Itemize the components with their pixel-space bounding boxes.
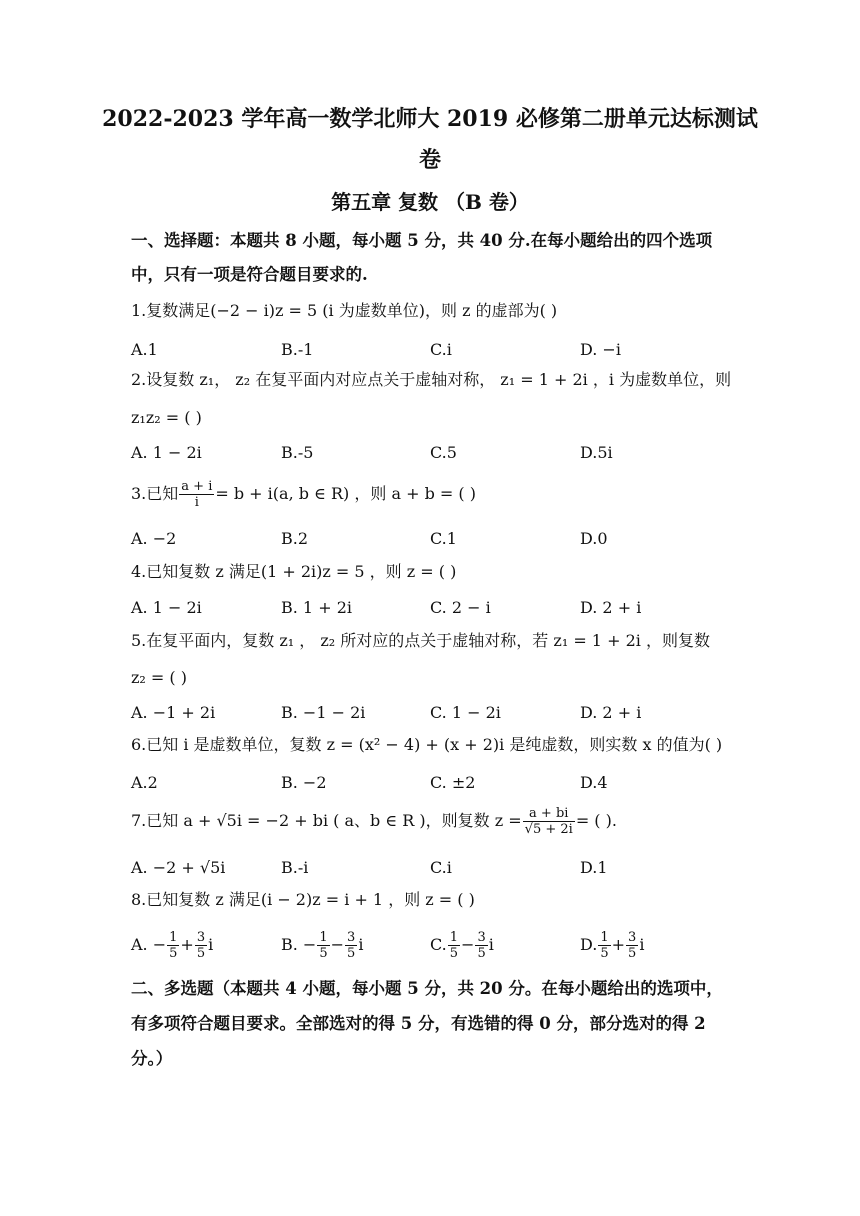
q8-d-frac1-num: 1 bbox=[600, 930, 609, 945]
question-6-stem: 6.已知 i 是虚数单位，复数 z = (x² − 4) + (x + 2)i 是纯虚数，则实数 x 的值为( ) bbox=[131, 735, 723, 754]
q4-option-b: B. 1 + 2i bbox=[281, 598, 352, 617]
q8-d-frac1 bbox=[598, 930, 610, 961]
q7-option-d: D.1 bbox=[580, 858, 608, 877]
doc-title-line1: 2022-2023 学年高一数学北师大 2019 必修第二册单元达标测试 bbox=[102, 106, 758, 132]
chapter-title: 第五章 复数 （B 卷） bbox=[331, 190, 529, 214]
q1-option-b: B.-1 bbox=[281, 340, 314, 359]
doc-title-line2: 卷 bbox=[418, 147, 441, 173]
q4-option-a: A. 1 − 2i bbox=[131, 598, 202, 617]
q6-option-a: A.2 bbox=[131, 773, 158, 792]
q6-option-d: D.4 bbox=[580, 773, 608, 792]
question-6-options bbox=[131, 771, 731, 795]
q8-b-prefix: B. − bbox=[281, 935, 317, 954]
q7-fraction-denominator: √5 + 2i bbox=[524, 822, 573, 837]
question-7-stem bbox=[131, 801, 731, 841]
q8-c-frac2-num: 3 bbox=[477, 930, 486, 945]
q8-b-frac1-den: 5 bbox=[319, 946, 328, 961]
question-8-stem: 8.已知复数 z 满足(i − 2)z = i + 1 ，则 z = ( ) bbox=[131, 890, 475, 909]
q2-option-b: B.-5 bbox=[281, 443, 314, 462]
q3-option-b: B.2 bbox=[281, 529, 309, 548]
q3-fraction bbox=[179, 479, 214, 510]
section1-line2: 中，只有一项是符合题目要求的. bbox=[131, 265, 368, 284]
q8-option-d bbox=[580, 928, 644, 962]
question-3-stem bbox=[131, 474, 731, 514]
q8-a-frac1-den: 5 bbox=[169, 946, 178, 961]
q5-option-a: A. −1 + 2i bbox=[131, 703, 216, 722]
q8-d-unit: i bbox=[639, 935, 645, 954]
section2-line2: 有多项符合题目要求。全部选对的得 5 分，有选错的得 0 分，部分选对的得 2 bbox=[131, 1014, 706, 1033]
q8-c-frac2-den: 5 bbox=[477, 946, 486, 961]
q7-option-a: A. −2 + √5i bbox=[131, 858, 226, 877]
q8-c-frac1-num: 1 bbox=[449, 930, 459, 945]
q8-a-prefix: A. − bbox=[131, 935, 167, 954]
q8-d-operator: + bbox=[611, 935, 626, 954]
q3-suffix: = b + i(a, b ∈ R) ，则 a + b = ( ) bbox=[215, 484, 476, 503]
q2-option-c: C.5 bbox=[430, 443, 457, 462]
q3-option-d: D.0 bbox=[580, 529, 608, 548]
q7-option-c: C.i bbox=[430, 858, 452, 877]
question-2-options bbox=[131, 441, 731, 465]
question-4-options bbox=[131, 596, 731, 620]
q8-c-frac1 bbox=[448, 930, 460, 961]
q8-b-frac1-num: 1 bbox=[319, 930, 328, 945]
question-3-options bbox=[131, 527, 731, 551]
q3-fraction-denominator: i bbox=[194, 495, 199, 510]
question-1-options bbox=[131, 338, 731, 362]
q3-fraction-numerator: a + i bbox=[181, 479, 213, 494]
q8-b-frac2-den: 5 bbox=[347, 946, 356, 961]
question-5-stem-line1: 5.在复平面内，复数 z₁ ， z₂ 所对应的点关于虚轴对称，若 z₁ = 1 + 2i ，则复数 bbox=[131, 631, 710, 650]
q8-c-prefix: C. bbox=[430, 935, 447, 954]
q8-option-c bbox=[430, 928, 494, 962]
q8-c-frac2 bbox=[475, 930, 487, 961]
question-8-options bbox=[131, 928, 731, 962]
q8-a-frac2 bbox=[195, 930, 207, 961]
q8-a-unit: i bbox=[208, 935, 214, 954]
q8-d-frac2-num: 3 bbox=[628, 930, 637, 945]
section1-line1: 一、选择题：本题共 8 小题，每小题 5 分，共 40 分.在每小题给出的四个选项 bbox=[131, 231, 713, 250]
q8-b-frac2-num: 3 bbox=[347, 930, 356, 945]
q7-option-b: B.-i bbox=[281, 858, 309, 877]
q8-d-frac2-den: 5 bbox=[628, 946, 637, 961]
q7-prefix: 7.已知 a + √5i = −2 + bi ( a、b ∈ R )，则复数 z = bbox=[131, 811, 522, 830]
q8-a-operator: + bbox=[180, 935, 194, 954]
q8-a-frac1 bbox=[167, 930, 179, 961]
q8-d-prefix: D. bbox=[580, 935, 598, 954]
q3-prefix: 3.已知 bbox=[131, 484, 179, 503]
q8-a-frac2-num: 3 bbox=[196, 930, 206, 945]
q8-d-frac2 bbox=[626, 930, 638, 961]
q7-fraction-numerator: a + bi bbox=[523, 806, 575, 822]
q6-option-b: B. −2 bbox=[281, 773, 327, 792]
q5-option-d: D. 2 + i bbox=[580, 703, 642, 722]
section2-line3: 分。） bbox=[131, 1049, 173, 1068]
q8-b-frac1 bbox=[317, 930, 329, 961]
q6-option-c: C. ±2 bbox=[430, 773, 476, 792]
q4-option-c: C. 2 − i bbox=[430, 598, 491, 617]
section2-line1: 二、多选题（本题共 4 小题，每小题 5 分，共 20 分。在每小题给出的选项中， bbox=[131, 979, 723, 998]
q7-suffix: = ( ). bbox=[575, 811, 617, 830]
question-1-stem: 1.复数满足(−2 − i)z = 5 (i 为虚数单位)，则 z 的虚部为( ) bbox=[131, 301, 558, 320]
q8-a-frac1-num: 1 bbox=[169, 930, 178, 945]
question-2-stem-line2: z₁z₂ = ( ) bbox=[131, 408, 202, 427]
q5-option-b: B. −1 − 2i bbox=[281, 703, 366, 722]
q8-a-frac2-den: 5 bbox=[196, 946, 206, 961]
q8-c-operator: − bbox=[461, 935, 475, 954]
q8-b-operator: − bbox=[330, 935, 345, 954]
question-5-options bbox=[131, 701, 731, 725]
question-5-stem-line2: z₂ = ( ) bbox=[131, 668, 187, 687]
q8-b-unit: i bbox=[358, 935, 364, 954]
q1-option-d: D. −i bbox=[580, 340, 621, 359]
q8-d-frac1-den: 5 bbox=[600, 946, 609, 961]
question-7-options bbox=[131, 856, 731, 880]
q4-option-d: D. 2 + i bbox=[580, 598, 642, 617]
q3-option-c: C.1 bbox=[430, 529, 457, 548]
q7-fraction bbox=[523, 806, 575, 837]
question-2-stem-line1: 2.设复数 z₁， z₂ 在复平面内对应点关于虚轴对称， z₁ = 1 + 2i ，i 为虚数单位，则 bbox=[131, 370, 732, 389]
q1-option-a: A.1 bbox=[131, 340, 158, 359]
q8-c-unit: i bbox=[488, 935, 494, 954]
q8-option-a bbox=[131, 928, 213, 962]
q1-option-c: C.i bbox=[430, 340, 452, 359]
q5-option-c: C. 1 − 2i bbox=[430, 703, 501, 722]
q8-b-frac2 bbox=[345, 930, 357, 961]
question-4-stem: 4.已知复数 z 满足(1 + 2i)z = 5 ，则 z = ( ) bbox=[131, 562, 457, 581]
q2-option-a: A. 1 − 2i bbox=[131, 443, 202, 462]
q8-option-b bbox=[281, 928, 363, 962]
q2-option-d: D.5i bbox=[580, 443, 613, 462]
q3-option-a: A. −2 bbox=[131, 529, 177, 548]
q8-c-frac1-den: 5 bbox=[449, 946, 459, 961]
